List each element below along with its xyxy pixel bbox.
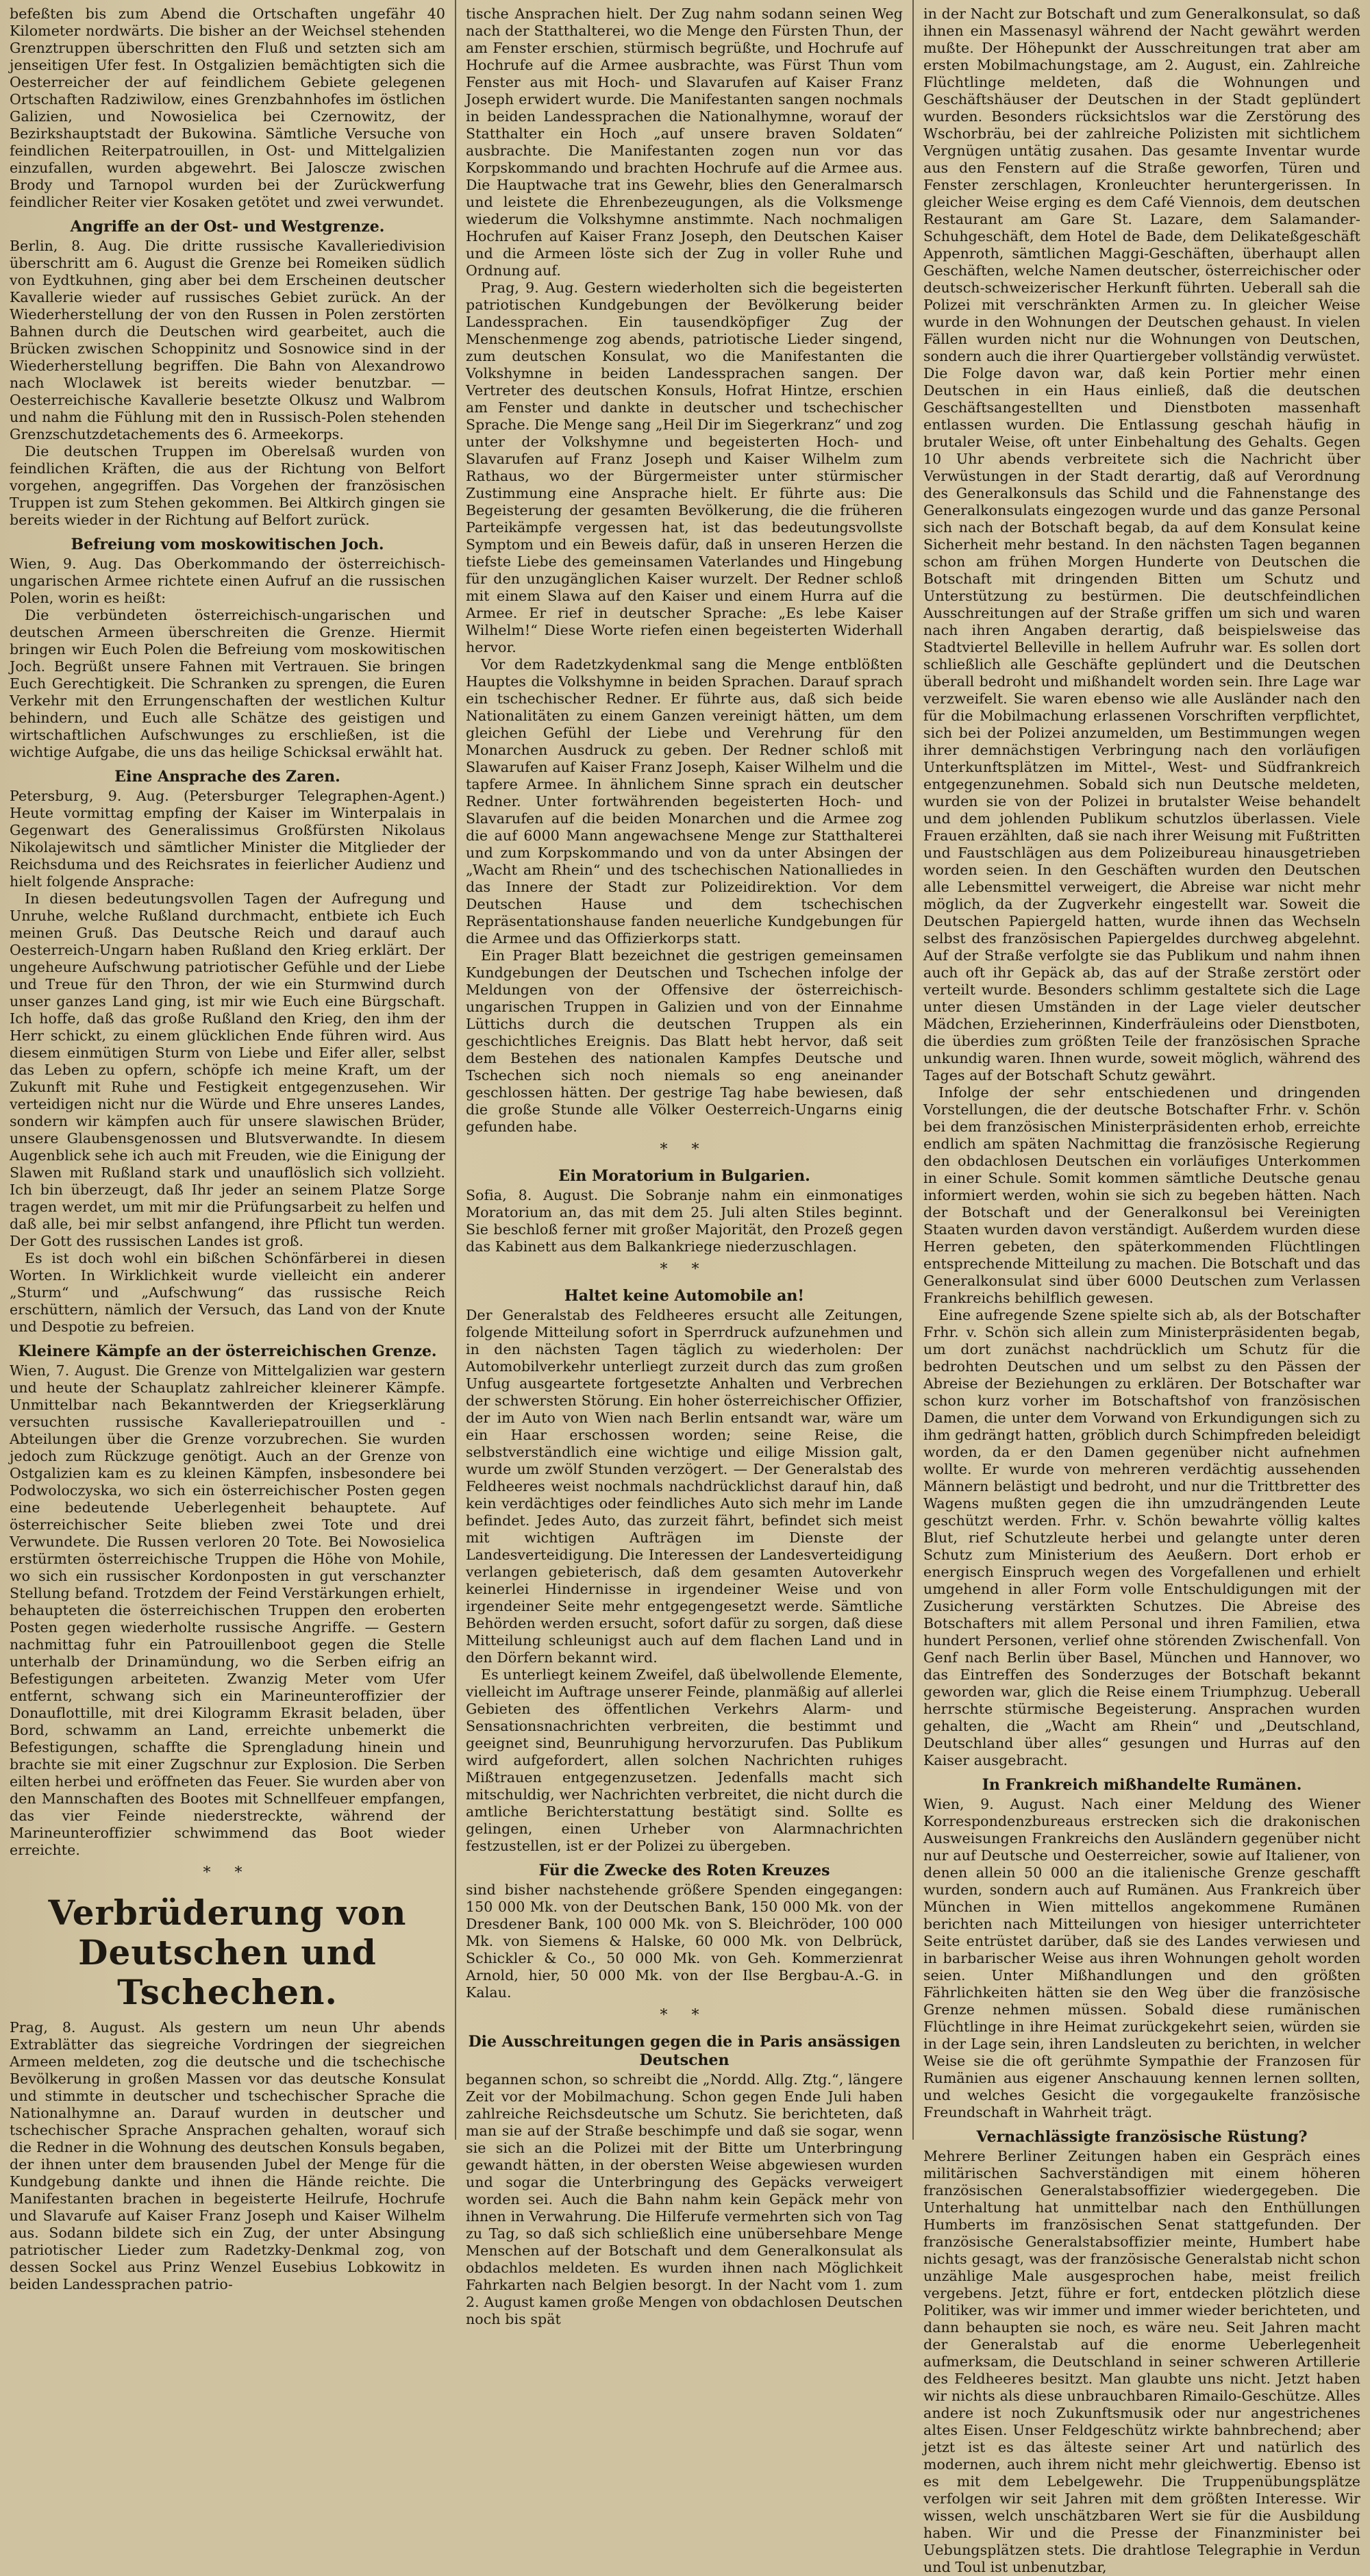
article-text: Berlin, 8. Aug. Die dritte russische Kavalleriedivision überschritt am 6. August die Grenze bei Romeiken südlich von Eydtkuhnen, ging aber bei dem Erscheinen deutscher Kavallerie wieder auf russisches Gebiet zurück. An der Wiederherstellung der von den Russen in Polen zerstörten Bahnen durch die Deutschen wird gearbeitet, auch die Brücken zwischen Schoppinitz und Sosnowice sind in der Wiederherstellung begriffen. Die Bahn von Alexandrowo nach Wloclawek ist bereits wieder benutzbar. — Oesterreichische Kavallerie besetzte Olkusz und Walbrom und nahm die Fühlung mit den in Russisch-Polen stehenden Grenzschutzdetachements des 6. Armeekorps. bbox=[10, 238, 445, 442]
article-text: Prag, 9. Aug. Gestern wiederholten sich die begeisterten patriotischen Kundgebungen der Bevölkerung beider Landessprachen. Ein tausendköpfiger Zug der Menschenmenge zog abends, patriotische Lieder singend, zum deutschen Konsulat, wo die Manifestanten die Volkshymne in beiden Landessprachen sangen. Der Vertreter des deutschen Konsuls, Hofrat Hintze, erschien am Fenster und dankte in deutscher und tschechischer Sprache. Die Menge sang „Heil Dir im Siegerkranz“ und zog unter der Volkshymne und begeisterten Hoch- und Slavarufen auf Franz Joseph und Kaiser Wilhelm zum Rathaus, wo der Bürgermeister unter stürmischer Zustimmung eine Ansprache hielt. Er führte aus: Die Begeisterung der gesamten Bevölkerung, die die früheren Parteikämpfe vergessen hat, ist das bedeutungsvollste Symptom und ein Beweis dafür, daß in unseren Herzen die tiefste Liebe des gemeinsamen Vaterlandes und Hingebung für den unzugänglichen Kaiser wurzelt. Der Redner schloß mit einem Slawa auf den Kaiser und einem Hurra auf die Armee. Er rief in deutscher Sprache: „Es lebe Kaiser Wilhelm!“ Diese Worte riefen einen begeisterten Widerhall hervor. bbox=[466, 279, 903, 655]
column-left bbox=[0, 0, 455, 2292]
article-text: Die deutschen Truppen im Oberelsaß wurden von feindlichen Kräften, die aus der Richtung von Belfort vorgehen, angegriffen. Das Vorgehen der französischen Truppen ist zum Stehen gekommen. Bei Altkirch gingen sie bereits wieder in der Richtung auf Belfort zurück. bbox=[10, 443, 445, 528]
article-headline: Die Ausschreitungen gegen die in Paris ansässigen Deutschen bbox=[468, 2033, 901, 2069]
article-text: Vor dem Radetzkydenkmal sang die Menge entblößten Hauptes die Volkshymne in beiden Sprachen. Darauf sprach ein tschechischer Redner. Er führte aus, daß sich beide Nationalitäten zu einem Ganzen vereinigt hätten, um dem gleichen Gefühl der Liebe und Verehrung für den Monarchen Ausdruck zu geben. Der Redner schloß mit Slawarufen auf Kaiser Franz Joseph, Kaiser Wilhelm und die tapfere Armee. In ähnlichem Sinne sprach ein deutscher Redner. Unter fortwährenden begeisterten Hoch- und Slavarufen auf die beiden Monarchen und die Armee zog die auf 6000 Mann angewachsene Menge zur Statthalterei und zum Korpskommando und von da unter Absingen der „Wacht am Rhein“ und des tschechischen Nationalliedes in das Innere der Stadt zur Polizeidirektion. Vor dem Deutschen Hause und dem tschechischen Repräsentationshause fanden neuerliche Kundgebungen für die Armee und das Offizierkorps statt. bbox=[466, 656, 903, 947]
article-text: Es unterliegt keinem Zweifel, daß übelwollende Elemente, vielleicht im Auftrage unserer Feinde, planmäßig auf allerlei Gebieten des öffentlichen Verkehrs Alarm- und Sensationsnachrichten verbreiten, die bestimmt und geeignet sind, Beunruhigung hervorzurufen. Das Publikum wird aufgefordert, allen solchen Nachrichten ruhiges Mißtrauen entgegenzusetzen. Jedenfalls macht sich mitschuldig, wer Nachrichten verbreitet, die nicht durch die amtliche Berichterstattung bestätigt sind. Sollte es gelingen, einen Urheber von Alarmnachrichten festzustellen, ist er der Polizei zu übergeben. bbox=[466, 1666, 903, 1854]
article-text: tische Ansprachen hielt. Der Zug nahm sodann seinen Weg nach der Statthalterei, wo die Menge den Fürsten Thun, der am Fenster erschien, stürmisch begrüßte, und Hochrufe auf Hochrufe auf die Armee ausbrachte, was Fürst Thun vom Fenster aus mit Hoch- und Slavarufen auf Kaiser Franz Joseph erwidert wurde. Die Manifestanten sangen nochmals in beiden Landessprachen die Nationalhymne, worauf der Statthalter ein Hoch „auf unsere braven Soldaten“ ausbrachte. Die Manifestanten zogen nun vor das Korpskommando und brachten Hochrufe auf die Armee aus. Die Hauptwache trat ins Gewehr, blies den Generalmarsch und leistete die Ehrenbezeugungen, als die Volksmenge wiederum die Volkshymne anstimmte. Nach nochmaligen Hochrufen auf Kaiser Franz Joseph, den Deutschen Kaiser und die Armeen löste sich der Zug in voller Ruhe und Ordnung auf. bbox=[466, 5, 903, 279]
article-headline: Kleinere Kämpfe an der österreichischen Grenze. bbox=[18, 1342, 437, 1360]
article-headline: Ein Moratorium in Bulgarien. bbox=[558, 1167, 810, 1185]
column-right bbox=[914, 0, 1370, 2575]
article-text: begannen schon, so schreibt die „Nordd. Allg. Ztg.“, längere Zeit vor der Mobilmachung. Schon gegen Ende Juli haben zahlreiche Reichsdeutsche um Schutz. Sie berichteten, daß man sie auf der Straße beschimpfe und daß sie sogar, wenn sie sich an die Polizei mit der Bitte um Unterbringung gewandt hätten, in der obersten Weise abgewiesen wurden und sogar die Unterbringung des Gepäcks verweigert worden sei. Auch die Bahn nahm kein Gepäck mehr von ihnen in Verwahrung. Die Hilferufe vermehrten sich von Tag zu Tag, so daß sich schließlich eine unübersehbare Menge Menschen auf der Botschaft und dem Generalkonsulat als obdachlos meldeten. Es wurden ihnen nach Möglichkeit Fahrkarten nach Belgien besorgt. In der Nacht vom 1. zum 2. August kamen große Mengen von obdachlosen Deutschen noch bis spät bbox=[466, 2071, 903, 2327]
article-headline: Für die Zwecke des Roten Kreuzes bbox=[538, 1862, 830, 1879]
section-separator: * * bbox=[660, 2007, 709, 2024]
article-text: Sofia, 8. August. Die Sobranje nahm ein einmonatiges Moratorium an, das mit dem 25. Juli alten Stiles beginnt. Sie beschloß ferner mit großer Majorität, den Prozeß gegen das Kabinett aus dem Balkankriege niederzuschlagen. bbox=[466, 1187, 903, 1255]
article-headline: Eine Ansprache des Zaren. bbox=[114, 768, 340, 786]
column-middle bbox=[456, 0, 912, 2327]
article-text: Infolge der sehr entschiedenen und dringenden Vorstellungen, die der deutsche Botschafter Frhr. v. Schön bei dem französischen Ministerpräsidenten erhob, erreichte endlich am späten Nachmittag die französische Regierung den obdachlosen Deutschen ein vorläufiges Unterkommen in einer Schule. Somit kommen sämtliche Deutsche genau informiert werden, wohin sie sich zu begeben hätten. Nach der Botschaft und der Generalkonsul bei Vereinigten Staaten wurden davon verständigt. Außerdem wurden diese Herren gebeten, den späterkommenden Flüchtlingen entsprechende Mitteilung zu machen. Die Botschaft und das Generalkonsulat sind über 6000 Deutschen zum Verlassen Frankreichs behilflich gewesen. bbox=[923, 1084, 1360, 1306]
feature-headline: Verbrüderung von Deutschen und Tschechen. bbox=[48, 1892, 407, 2012]
article-headline: Befreiung vom moskowitischen Joch. bbox=[71, 536, 384, 553]
article-text: sind bisher nachstehende größere Spenden eingegangen: 150 000 Mk. von der Deutschen Bank, 150 000 Mk. von der Dresdener Bank, 100 000 Mk. von S. Bleichröder, 100 000 Mk. von Siemens & Halske, 60 000 Mk. von Delbrück, Schickler & Co., 50 000 Mk. von Geh. Kommerzienrat Arnold, hier, 50 000 Mk. von der Ilse Bergbau-A.-G. in Kalau. bbox=[466, 1881, 903, 2001]
article-text: Wien, 9. August. Nach einer Meldung des Wiener Korrespondenzbureaus erstrecken sich die drakonischen Ausweisungen Frankreichs den Ausländern gegenüber nicht nur auf Deutsche und Oesterreicher, sowie auf Italiener, von denen allein 50 000 an die italienische Grenze geschafft wurden, sondern auch auf Rumänen. Aus Frankreich über München in Wien mittellos angekommene Rumänen berichten nach Mitteilungen von hiesiger unterrichteter Seite entrüstet darüber, daß sie des Landes verwiesen und in barbarischer Weise aus ihren Wohnungen geholt worden seien. Unter Mißhandlungen und den größten Fährlichkeiten hätten sie den Weg über die französische Grenze nehmen müssen. Sobald diese rumänischen Flüchtlinge in ihre Heimat zurückgekehrt seien, würden sie in der Lage sein, ihren Landsleuten zu berichten, in welcher Weise sie die oft gerühmte Sympathie der Franzosen für Rumänien aus eigener Anschauung kennen lernen sollten, und welches Gesicht die vorgegaukelte französische Freundschaft in Wahrheit trägt. bbox=[923, 1796, 1360, 2121]
article-text: Petersburg, 9. Aug. (Petersburger Telegraphen-Agent.) Heute vormittag empfing der Kaiser im Winterpalais in Gegenwart des Generalissimus Großfürsten Nikolaus Nikolajewitsch und sämtlicher Minister die Mitglieder der Reichsduma und des Reichsrates in feierlicher Audienz und hielt folgende Ansprache: bbox=[10, 788, 445, 890]
article-headline: In Frankreich mißhandelte Rumänen. bbox=[982, 1776, 1302, 1794]
article-quote: Die verbündeten österreichisch-ungarischen und deutschen Armeen überschreiten die Grenze. Hiermit bringen wir Euch Polen die Befreiung vom moskowitischen Joch. Begrüßt unsere Fahnen mit Vertrauen. Sie bringen Euch Gerechtigkeit. Die Schranken zu sprengen, die Euren Verkehr mit den Errungenschaften der westlichen Kultur behindern, und Euch alle Schätze des geistigen und wirtschaftlichen Aufschwunges zu erschließen, ist die wichtige Aufgabe, die uns das heilige Schicksal erwählt hat. bbox=[10, 607, 445, 760]
article-text: in der Nacht zur Botschaft und zum Generalkonsulat, so daß ihnen ein Massenasyl während der Nacht gewährt werden mußte. Der Höhepunkt der Ausschreitungen trat aber am ersten Mobilmachungstage, am 2. August, ein. Zahlreiche Flüchtlinge meldeten, daß die Wohnungen und Geschäftshäuser der Deutschen in der Stadt geplündert wurden. Besonders rücksichtslos war die Zerstörung des Wschorbräu, bei der zahlreiche Polizisten mit sichtlichem Vergnügen untätig zusahen. Das gesamte Inventar wurde aus den Fenstern auf die Straße geworfen, Türen und Fenster zerschlagen, Kronleuchter heruntergerissen. In gleicher Weise erging es dem Café Viennois, dem deutschen Restaurant am Gare St. Lazare, dem Salamander-Schuhgeschäft, dem Hotel de Bade, dem Delikateßgeschäft Appenroth, sämtlichen Maggi-Geschäften, überhaupt allen Geschäften, welche Namen deutscher, österreichischer oder deutsch-schweizerischer Herkunft führten. Ueberall sah die Polizei mit verschränkten Armen zu. In gleicher Weise wurde in den Wohnungen der Deutschen gehaust. In vielen Fällen wurden nicht nur die Wohnungen von Deutschen, sondern auch die ihrer Quartiergeber vollständig verwüstet. Die Folge davon war, daß kein Portier mehr einen Deutschen in ein Haus einließ, daß die deutschen Geschäftsangestellten und Dienstboten massenhaft entlassen wurden. Die Entlassung geschah häufig in brutaler Weise, oft unter Einbehaltung des Gehalts. Gegen 10 Uhr abends verbreitete sich die Nachricht über Verwüstungen in der Stadt derartig, daß auf Verordnung des Generalkonsuls das Schild und die Fahnenstange des Generalkonsulats eingezogen wurde und das ganze Personal sich nach der Botschaft begab, da auf dem Konsulat keine Sicherheit mehr bestand. In den nächsten Tagen begannen schon am frühen Morgen Hunderte von Deutschen die Botschaft mit dringenden Bitten um Schutz und Unterstützung zu bestürmen. Die deutschfeindlichen Ausschreitungen auf der Straße griffen um sich und waren nach ihren Angaben derartig, daß beispielsweise das Stadtviertel Belleville in hellem Aufruhr war. Es sollen dort schließlich alle Geschäfte geplündert und die Deutschen überall bedroht und mißhandelt worden sein. Ihre Lage war verzweifelt. Sie waren ebenso wie alle Ausländer nach den für die Mobilmachung erlassenen Vorschriften verpflichtet, sich bei der Polizei anzumelden, um Bestimmungen wegen ihrer demnächstigen Verbringung nach den vorläufigen Unterkunftsplätzen im Mittel-, West- und Südfrankreich entgegenzunehmen. Sobald sich nun Deutsche meldeten, wurden sie von der Polizei in brutalster Weise behandelt und dem johlenden Publikum schutzlos überlassen. Viele Frauen erzählten, daß sie nach ihrer Weisung mit Fußtritten und Faustschlägen aus dem Polizeibureau hinausgetrieben worden seien. In den Geschäften wurden den Deutschen alle Lebensmittel verweigert, die Abreise war nicht mehr möglich, da der Zugverkehr eingestellt war. Soweit die Deutschen Papiergeld hatten, wurde ihnen das Wechseln selbst des französischen Papiergeldes durchweg abgelehnt. Auf der Straße verfolgte sie das Publikum und nahm ihnen auch oft ihr Gepäck ab, das auf der Straße zerstört oder verteilt wurde. Besonders schlimm gestaltete sich die Lage unter diesen Umständen in der Lage vieler deutscher Mädchen, Erzieherinnen, Kinderfräuleins oder Dienstboten, die überdies zum größten Teile der französischen Sprache unkundig waren. Ihnen wurde, soweit möglich, während des Tages auf der Botschaft Schutz gewährt. bbox=[923, 5, 1360, 1084]
article-quote: In diesen bedeutungsvollen Tagen der Aufregung und Unruhe, welche Rußland durchmacht, entbiete ich Euch meinen Gruß. Das Deutsche Reich und darauf auch Oesterreich-Ungarn haben Rußland den Krieg erklärt. Der ungeheure Aufschwung patriotischer Gefühle und der Liebe und Treue für den Thron, der wie ein Sturmwind durch unser ganzes Land ging, ist mir wie Euch eine Bürgschaft. Ich hoffe, daß das große Rußland den Krieg, den ihm der Herr schickt, zu einem glücklichen Ende führen wird. Aus diesem einmütigen Sturm von Liebe und Eifer aller, selbst das Leben zu opfern, schöpfe ich meine Kraft, um der Zukunft mit Ruhe und Festigkeit entgegenzusehen. Wir verteidigen nicht nur die Würde und Ehre unseres Landes, sondern wir kämpfen auch für unsere slawischen Brüder, unsere Glaubensgenossen und Blutsverwandte. In diesem Augenblick sehe ich auch mit Freuden, wie die Einigung der Slawen mit Rußland stark und unauflöslich sich vollzieht. Ich bin überzeugt, daß Ihr jeder an seinem Platze Sorge tragen werdet, um mit mir die Prüfungsarbeit zu helfen und daß alle, bei mir selbst anfangend, ihre Pflicht tun werden. Der Gott des russischen Landes ist groß. bbox=[10, 890, 445, 1249]
article-text: Ein Prager Blatt bezeichnet die gestrigen gemeinsamen Kundgebungen der Deutschen und Tschechen infolge der Meldungen von der Offensive der österreichisch-ungarischen Truppen in Galizien und von der Einnahme Lüttichs durch die deutschen Truppen als ein geschichtliches Ereignis. Das Blatt hebt hervor, daß seit dem Bestehen des nationalen Kampfes Deutsche und Tschechen sich noch niemals so eng aneinander geschlossen hätten. Der gestrige Tag habe bewiesen, daß die große Stunde alle Völker Oesterreich-Ungarns einig gefunden habe. bbox=[466, 947, 903, 1135]
section-separator: * * bbox=[660, 1141, 709, 1158]
article-text: Wien, 7. August. Die Grenze von Mittelgalizien war gestern und heute der Schauplatz zahlreicher kleinerer Kämpfe. Unmittelbar nach Bekanntwerden der Kriegserklärung versuchten russische Kavalleriepatrouillen und -Abteilungen über die Grenze vorzubrechen. Sie wurden jedoch zum Rückzuge genötigt. Auch an der Grenze von Ostgalizien kam es zu kleinen Kämpfen, insbesondere bei Podwoloczyska, wo sich ein österreichischer Posten gegen eine bedeutende Ueberlegenheit behauptete. Auf österreichischer Seite blieben zwei Tote und drei Verwundete. Die Russen verloren 20 Tote. Bei Nowosielica erstürmten österreichische Truppen die Höhe von Mohile, wo sich ein russischer Kordonposten in gut verschanzter Stellung befand. Trotzdem der Feind Verstärkungen erhielt, behaupteten die österreichischen Truppen den eroberten Posten gegen wiederholte russische Angriffe. — Gestern nachmittag fuhr ein Patrouillenboot gegen die Stelle unterhalb der Drinamündung, wo die Serben eifrig an Befestigungen arbeiteten. Zwanzig Meter vom Ufer entfernt, schwang sich ein Marineunteroffizier der Donauflottille, mit drei Kilogramm Ekrasit beladen, über Bord, schwamm an Land, erreichte unbemerkt die Befestigungen, schaffte die Sprengladung hinein und brachte sie mit einer Zugschnur zur Explosion. Die Serben eilten herbei und eröffneten das Feuer. Sie wurden aber von den Mannschaften des Bootes mit Schnellfeuer empfangen, das vier Feinde niederstreckte, während der Marineunteroffizier schwimmend das Boot wieder erreichte. bbox=[10, 1362, 445, 1858]
article-text: Wien, 9. Aug. Das Oberkommando der österreichisch-ungarischen Armee richtete einen Aufruf an die russischen Polen, worin es heißt: bbox=[10, 555, 445, 606]
article-text: befeßten bis zum Abend die Ortschaften ungefähr 40 Kilometer nordwärts. Die bisher an der Weichsel stehenden Grenztruppen überschritten den Fluß und setzten sich am jenseitigen Ufer fest. In Ostgalizien bemächtigten sich die Oesterreicher der auf feindlichem Gebiete gelegenen Ortschaften Radziwilow, eines Grenzbahnhofes im östlichen Galizien, und Nowosielica bei Czernowitz, der Bezirkshauptstadt der Bukowina. Sämtliche Versuche von feindlichen Reiterpatrouillen, in Ost- und Mittelgalizien einzufallen, wurden abgewehrt. Bei Jaloscze zwischen Brody und Tarnopol wurden bei der Zurückwerfung feindlicher Reiter vier Kosaken getötet und zwei verwundet. bbox=[10, 5, 445, 210]
section-separator: * * bbox=[203, 1864, 252, 1881]
article-text: Eine aufregende Szene spielte sich ab, als der Botschafter Frhr. v. Schön sich allein zum Ministerpräsidenten begab, um dort zunächst nachdrücklich um Schutz für die bedrohten Deutschen und um selbst zu den Pässen der Abreise der Beziehungen zu erklären. Der Botschafter war schon kurz vorher im Botschaftshof von französischen Damen, die unter dem Vorwand von Erkundigungen sich zu ihm gedrängt hatten, gröblich durch Schimpfreden beleidigt worden, da er den Damen gegenüber nicht aufnehmen wollte. Er wurde von mehreren verdächtig aussehenden Männern belästigt und bedroht, und nur die Trittbretter des Wagens mußten gegen die ihn umzudrängenden Leute geschützt werden. Frhr. v. Schön bewahrte völlig kaltes Blut, rief Schutzleute herbei und gelangte unter deren Schutz zum Ministerium des Aeußern. Dort erhob er energisch Einspruch wegen des Vorgefallenen und erhielt umgehend in aller Form volle Entschuldigungen mit der Zusicherung verstärkten Schutzes. Die Abreise des Botschafters mit allem Personal und ihren Familien, etwa hundert Personen, verlief ohne störenden Zwischenfall. Von Genf nach Berlin über Basel, München und Hannover, wo das Eintreffen des Sonderzuges der Botschaft bekannt geworden war, glich die Reise einem Triumphzug. Ueberall herrschte stürmische Begeisterung. Ansprachen wurden gehalten, die „Wacht am Rhein“ und „Deutschland, Deutschland über alles“ gesungen und Hurras auf den Kaiser ausgebracht. bbox=[923, 1307, 1360, 1768]
article-text: Prag, 8. August. Als gestern um neun Uhr abends Extrablätter das siegreiche Vordringen der siegreichen Armeen meldeten, zog die deutsche und die tschechische Bevölkerung in großen Massen vor das deutsche Konsulat und stimmte in deutscher und tschechischer Sprache die Nationalhymne an. Darauf wurden in deutscher und tschechischer Sprache Ansprachen gehalten, worauf sich die Redner in die Wohnung des deutschen Konsuls begaben, der ihnen unter dem brausenden Jubel der Menge für die Kundgebung dankte und ihnen die Hände reichte. Die Manifestanten brachen in begeisterte Heilrufe, Hochrufe und Slavarufe auf Kaiser Franz Joseph und Kaiser Wilhelm aus. Sodann bildete sich ein Zug, der unter Absingung patriotischer Lieder zum Radetzky-Denkmal zog, von dessen Sockel aus Prinz Wenzel Eusebius Lobkowitz in beiden Landessprachen patrio- bbox=[10, 2019, 445, 2292]
article-headline: Vernachlässigte französische Rüstung? bbox=[976, 2128, 1308, 2146]
section-separator: * * bbox=[660, 1261, 709, 1278]
article-text: Der Generalstab des Feldheeres ersucht alle Zeitungen, folgende Mitteilung sofort in Sperrdruck aufzunehmen und in den nächsten Tagen täglich zu wiederholen: Der Automobilverkehr unterliegt zurzeit durch das zum großen Unfug ausgeartete fortgesetzte Anhalten und Verbrechen der schwersten Störung. Ein hoher österreichischer Offizier, der im Auto von Wien nach Berlin entsandt war, wäre um ein Haar erschossen worden; seine Reise, die selbstverständlich eine wichtige und eilige Mission galt, wurde um zwölf Stunden verzögert. — Der Generalstab des Feldheeres weist nochmals nachdrücklichst darauf hin, daß kein verdächtiges oder feindliches Auto sich mehr im Lande befindet. Jedes Auto, das zurzeit fährt, befindet sich meist mit wichtigen Aufträgen im Dienste der Landesverteidigung. Die Interessen der Landesverteidigung verlangen gebieterisch, daß dem gesamten Autoverkehr keinerlei Hindernisse in irgendeiner Weise und von irgendeiner Seite mehr entgegengesetzt werde. Sämtliche Behörden werden ersucht, sofort dafür zu sorgen, daß diese Mitteilung schleunigst auch auf dem flachen Land und in den Dörfern bekannt wird. bbox=[466, 1307, 903, 1666]
article-text: Mehrere Berliner Zeitungen haben ein Gespräch eines militärischen Sachverständigen mit einem höheren französischen Generalstabsoffizier wiedergegeben. Die Unterhaltung hat unmittelbar nach den Enthüllungen Humberts im französischen Senat stattgefunden. Der französische Generalstabsoffizier meinte, Humbert habe nichts gesagt, was der französische Generalstab nicht schon unzählige Male ausgesprochen habe, meist freilich vergebens. Jetzt, führe er fort, entdecken plötzlich diese Politiker, was wir immer und immer wieder berichteten, und dann behaupten sie noch, es wäre neu. Seit Jahren macht der Generalstab auf die enorme Ueberlegenheit aufmerksam, die Deutschland in seiner schweren Artillerie des Feldheeres besitzt. Man glaubte uns nicht. Jetzt haben wir nichts als diese unbrauchbaren Rimailo-Geschütze. Alles andere ist noch Zukunftsmusik oder nur angestrichenes altes Eisen. Unser Feldgeschütz wirkte bahnbrechend; aber jetzt ist es das älteste seiner Art und natürlich des modernen, auch ihrem nicht mehr gleichwertig. Ebenso ist es mit dem Lebelgewehr. Die Truppenübungsplätze verfolgen wir seit Jahren mit dem größten Interesse. Wir wissen, welch unschätzbaren Wert sie für die Ausbildung haben. Wir und die Presse der Finanzminister bei Uebungsplätzen stets. Die drahtlose Telegraphie in Verdun und Toul ist unbenutzbar, bbox=[923, 2148, 1360, 2575]
article-headline: Angriffe an der Ost- und Westgrenze. bbox=[70, 218, 385, 236]
article-headline: Haltet keine Automobile an! bbox=[564, 1287, 805, 1305]
article-text: Es ist doch wohl ein bißchen Schönfärberei in diesen Worten. In Wirklichkeit wurde vielleicht ein anderer „Sturm“ und „Aufschwung“ das russische Reich erschüttern, nämlich der Versuch, das Land von der Knute und Despotie zu befreien. bbox=[10, 1250, 445, 1335]
